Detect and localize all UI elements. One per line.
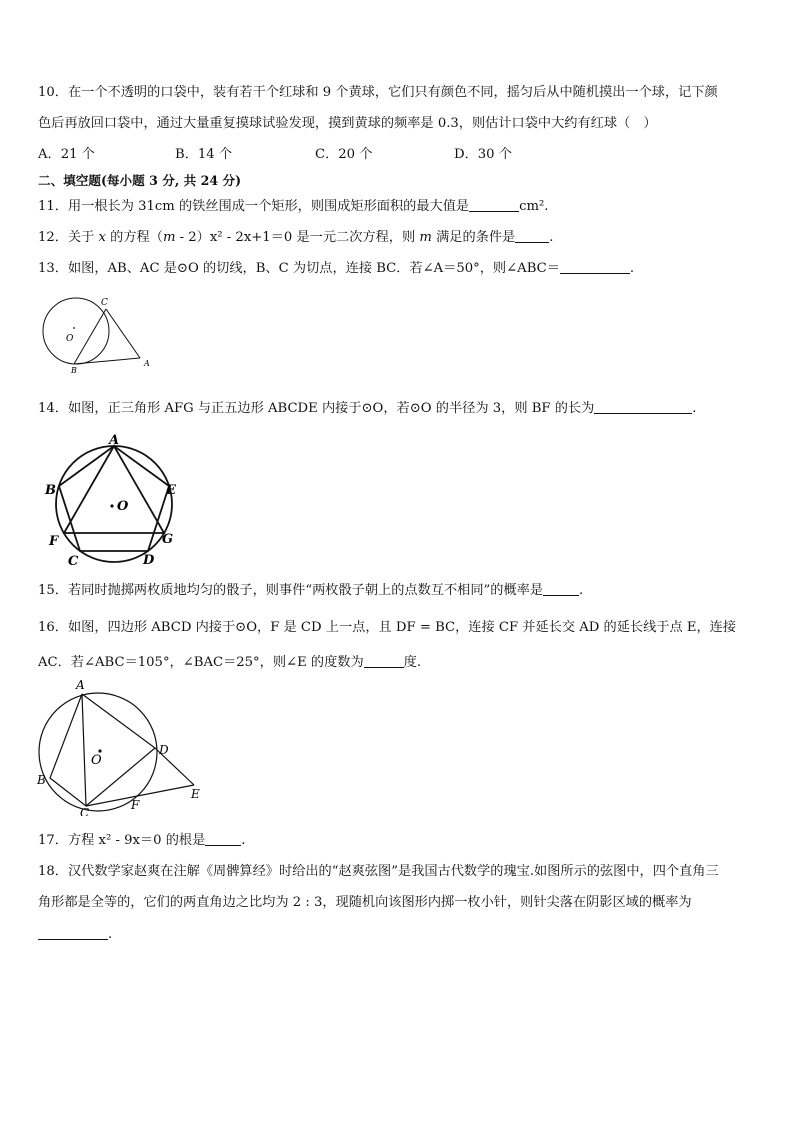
q12-var-m: m bbox=[162, 230, 176, 245]
q13-label-b: B bbox=[71, 366, 77, 374]
q12-equation: - 2）x² - 2x+1＝0 是一元二次方程，则 bbox=[175, 230, 420, 245]
q16-line1: 16．如图，四边形 ABCD 内接于⊙O，F 是 CD 上一点，且 DF = BC，连接 CF 并延长交 AD 的延长线于点 E，连接 bbox=[38, 620, 737, 635]
q14-label-e: E bbox=[166, 483, 176, 498]
q16-unit: 度. bbox=[403, 655, 422, 670]
q13-answer-blank[interactable] bbox=[560, 260, 630, 274]
q12-text-3: 满足的条件是 bbox=[431, 230, 516, 245]
q12-var-x: x bbox=[98, 230, 106, 245]
q13-label-o: O bbox=[66, 334, 74, 344]
q10-option-c[interactable]: C．20 个 bbox=[315, 147, 373, 162]
q13-tangent-ac bbox=[106, 309, 140, 358]
q16-figure bbox=[34, 676, 214, 816]
q14-label-o: O bbox=[117, 499, 129, 514]
q13-tangent-ab bbox=[74, 358, 140, 364]
q13-figure bbox=[36, 292, 166, 374]
q14-label-d: D bbox=[143, 553, 155, 568]
q16-label-b: B bbox=[37, 773, 46, 787]
q10-line1: 10．在一个不透明的口袋中，装有若干个红球和 9 个黄球，它们只有颜色不同，摇匀后从中随机摸出一个球，记下颜 bbox=[38, 85, 718, 100]
q12-line bbox=[38, 229, 768, 247]
q14-label-c: C bbox=[68, 554, 79, 569]
q14-label-b: B bbox=[45, 483, 56, 498]
q17-end: . bbox=[241, 833, 246, 848]
q16-line2 bbox=[38, 654, 768, 672]
q13-end: . bbox=[629, 261, 635, 276]
q10-option-d[interactable]: D．30 个 bbox=[454, 147, 512, 162]
q13-label-c: C bbox=[101, 298, 108, 308]
q14-figure bbox=[42, 428, 192, 570]
q13-text: 13．如图，AB、AC 是⊙O 的切线，B、C 为切点，连接 BC．若∠A＝50°，则∠ABC＝ bbox=[38, 261, 560, 276]
q16-label-f: F bbox=[131, 798, 140, 812]
q14-answer-blank[interactable] bbox=[594, 400, 692, 414]
q10-option-b[interactable]: B．14 个 bbox=[175, 147, 233, 162]
q13-center-dot bbox=[73, 327, 75, 329]
q14-label-a: A bbox=[109, 433, 120, 448]
q14-line bbox=[38, 400, 768, 418]
q16-answer-blank[interactable] bbox=[364, 654, 404, 668]
q16-text: AC．若∠ABC＝105°，∠BAC＝25°，则∠E 的度数为 bbox=[38, 655, 364, 670]
q15-line bbox=[38, 582, 768, 600]
q10-line2: 色后再放回口袋中，通过大量重复摸球试验发现，摸到黄球的频率是 0.3，则估计口袋中大约有红球（ ） bbox=[38, 116, 657, 131]
q10-option-a[interactable]: A．21 个 bbox=[38, 147, 95, 162]
q11-unit: cm². bbox=[519, 199, 549, 214]
q16-quadrilateral bbox=[50, 694, 155, 806]
q16-label-e: E bbox=[191, 787, 200, 801]
q12-text-2: 的方程（ bbox=[105, 230, 163, 245]
q18-line2: 角形都是全等的，它们的两直角边之比均为 2 : 3，现随机向该图形内掷一枚小针，则针尖落在阴影区域的概率为 bbox=[38, 895, 692, 910]
q14-label-f: F bbox=[49, 534, 59, 549]
q14-text: 14．如图，正三角形 AFG 与正五边形 ABCDE 内接于⊙O，若⊙O 的半径为 3，则 BF 的长为 bbox=[38, 401, 595, 416]
q18-line3 bbox=[38, 926, 768, 944]
q16-label-o: O bbox=[91, 753, 102, 768]
q10-options bbox=[38, 146, 768, 164]
q12-answer-blank[interactable] bbox=[515, 229, 549, 243]
q18-answer-blank[interactable] bbox=[38, 926, 108, 940]
q14-circle bbox=[56, 446, 172, 562]
q18-end: . bbox=[108, 927, 113, 942]
q16-label-a: A bbox=[76, 678, 85, 692]
q17-line bbox=[38, 832, 768, 850]
q16-line-ce bbox=[86, 785, 194, 806]
q15-end: . bbox=[579, 583, 584, 598]
q14-center-dot bbox=[110, 504, 113, 507]
q13-circle bbox=[43, 298, 109, 364]
q14-end: . bbox=[692, 401, 697, 416]
q11-text: 11．用一根长为 31cm 的铁丝围成一个矩形，则围成矩形面积的最大值是 bbox=[38, 199, 470, 214]
q16-circle bbox=[39, 693, 157, 811]
q13-line bbox=[38, 260, 768, 278]
q16-label-d: D bbox=[159, 743, 169, 757]
q11-line bbox=[38, 198, 768, 216]
q12-text-1: 12．关于 bbox=[38, 230, 99, 245]
q15-answer-blank[interactable] bbox=[543, 582, 579, 596]
q16-label-c: C bbox=[80, 806, 90, 816]
section-title: 二、填空题(每小题 3 分, 共 24 分) bbox=[38, 173, 242, 188]
q17-text: 17．方程 x² - 9x＝0 的根是 bbox=[38, 833, 206, 848]
q16-diagonal-ac bbox=[82, 694, 86, 806]
q13-chord-bc bbox=[74, 309, 106, 364]
q13-label-a: A bbox=[144, 359, 150, 368]
q15-text: 15．若同时抛掷两枚质地均匀的骰子，则事件“两枚骰子朝上的点数互不相同”的概率是 bbox=[38, 583, 544, 598]
q14-triangle bbox=[64, 446, 164, 533]
q18-line1: 18．汉代数学家赵爽在注解《周髀算经》时给出的“赵爽弦图”是我国古代数学的瑰宝.如图所示的弦图中，四个直角三 bbox=[38, 864, 719, 879]
q14-label-g: G bbox=[162, 532, 174, 547]
q12-end: . bbox=[549, 230, 554, 245]
q17-answer-blank[interactable] bbox=[205, 832, 241, 846]
q12-var-m2: m bbox=[419, 230, 432, 245]
q11-answer-blank[interactable] bbox=[469, 198, 519, 212]
